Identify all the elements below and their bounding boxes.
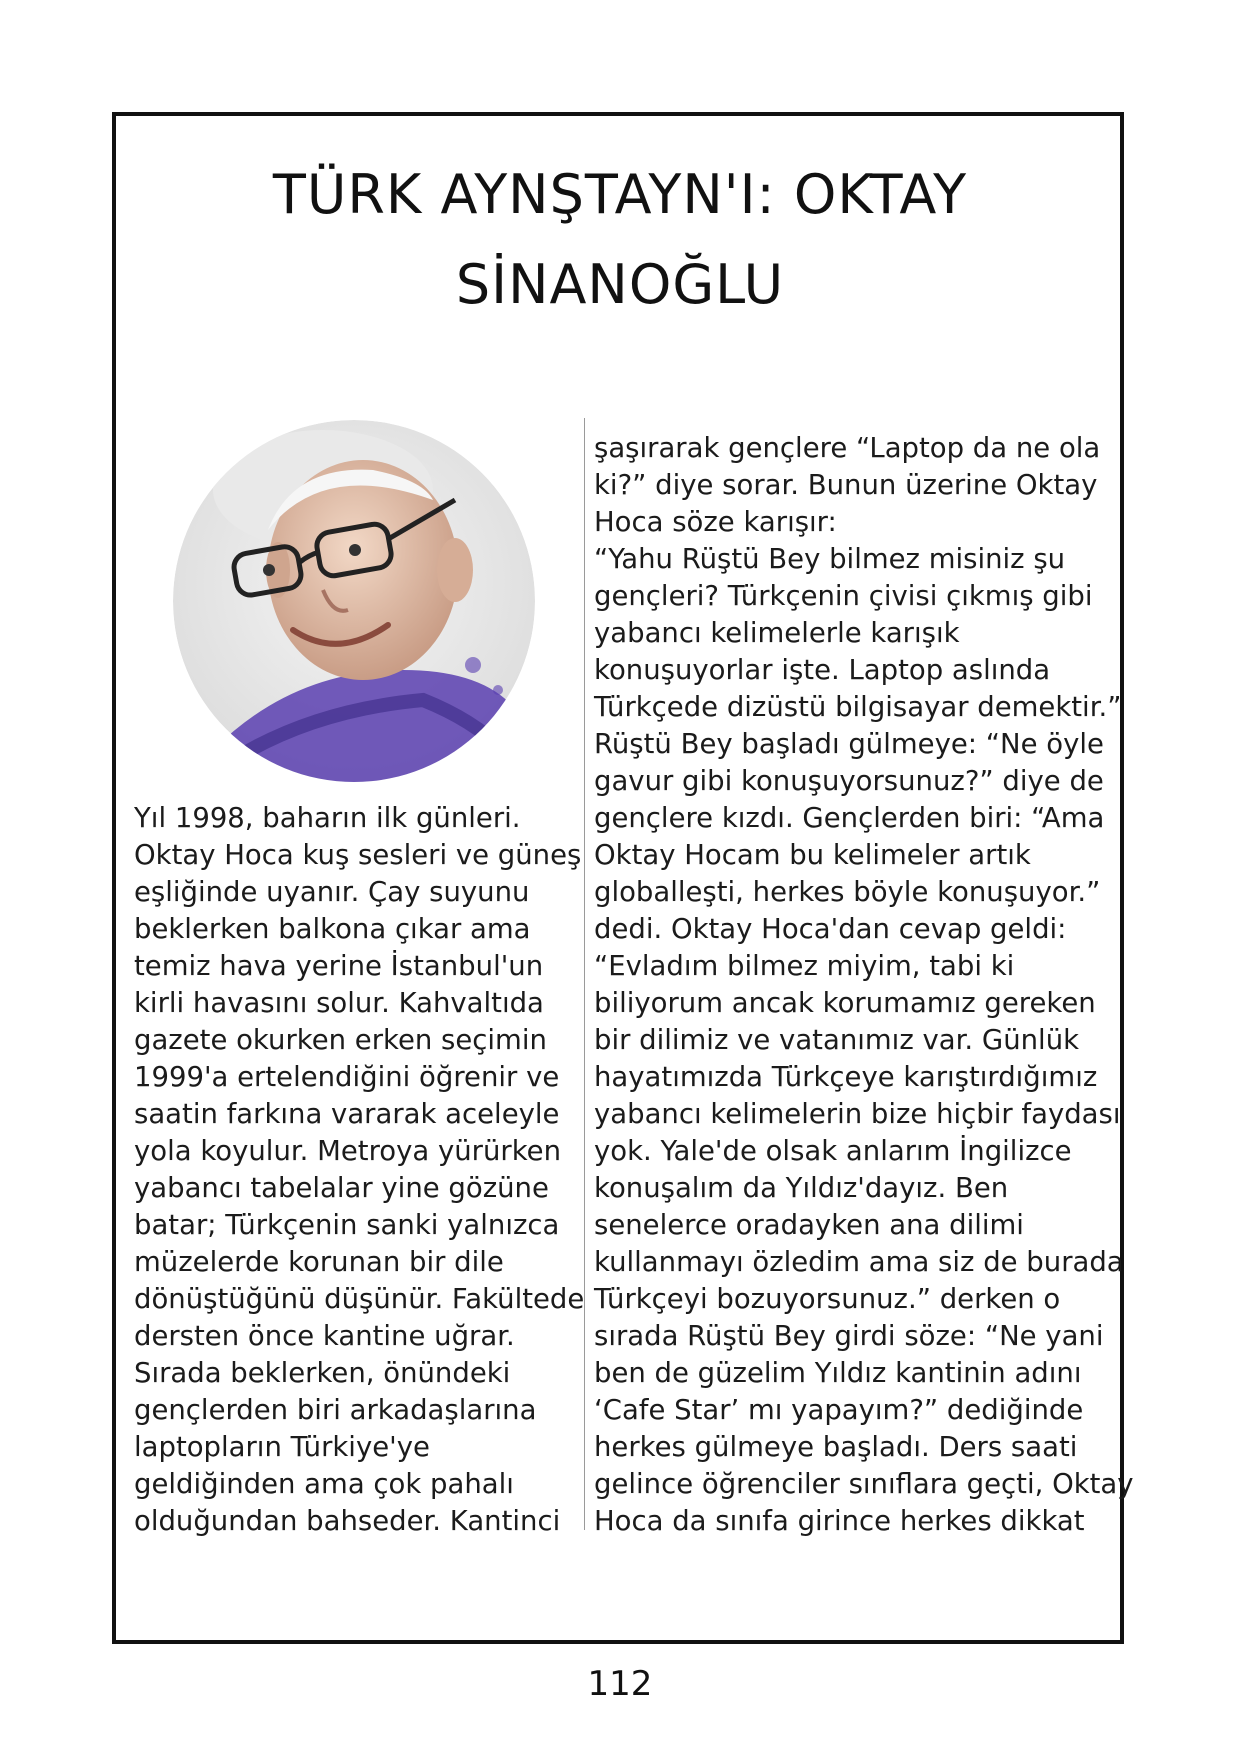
right-line: Hoca söze karışır:: [594, 506, 837, 538]
left-line: temiz hava yerine İstanbul'un: [134, 950, 544, 982]
right-line: “Evladım bilmez miyim, tabi ki: [594, 950, 1015, 982]
left-line: Oktay Hoca kuş sesleri ve güneş: [134, 839, 582, 871]
left-line: kirli havasını solur. Kahvaltıda: [134, 987, 544, 1019]
left-line: gazete okurken erken seçimin: [134, 1024, 547, 1056]
left-line: eşliğinde uyanır. Çay suyunu: [134, 876, 530, 908]
right-line: sırada Rüştü Bey girdi söze: “Ne yani: [594, 1320, 1104, 1352]
right-line: ben de güzelim Yıldız kantinin adını: [594, 1357, 1082, 1389]
right-line: konuşuyorlar işte. Laptop aslında: [594, 654, 1051, 686]
portrait-illustration: [173, 420, 535, 782]
right-line: gençleri? Türkçenin çivisi çıkmış gibi: [594, 580, 1093, 612]
left-line: Sırada beklerken, önündeki: [134, 1357, 511, 1389]
right-line: ki?” diye sorar. Bunun üzerine Oktay: [594, 469, 1098, 501]
left-line: müzelerde korunan bir dile: [134, 1246, 504, 1278]
title-line-2: SİNANOĞLU: [455, 253, 785, 316]
right-line: dedi. Oktay Hoca'dan cevap geldi:: [594, 913, 1067, 945]
right-line: hayatımızda Türkçeye karıştırdığımız: [594, 1061, 1098, 1093]
left-line: dersten önce kantine uğrar.: [134, 1320, 515, 1352]
right-line: kullanmayı özledim ama siz de burada: [594, 1246, 1124, 1278]
portrait-icon: [173, 420, 535, 782]
right-line: yok. Yale'de olsak anlarım İngilizce: [594, 1135, 1072, 1167]
right-line: ‘Cafe Star’ mı yapayım?” dediğinde: [594, 1394, 1084, 1426]
right-line: bir dilimiz ve vatanımız var. Günlük: [594, 1024, 1080, 1056]
right-line: konuşalım da Yıldız'dayız. Ben: [594, 1172, 1009, 1204]
left-line: saatin farkına vararak aceleyle: [134, 1098, 560, 1130]
left-line: laptopların Türkiye'ye: [134, 1431, 430, 1463]
right-line: Türkçede dizüstü bilgisayar demektir.”: [594, 691, 1122, 723]
right-line: “Yahu Rüştü Bey bilmez misiniz şu: [594, 543, 1066, 575]
left-line: beklerken balkona çıkar ama: [134, 913, 531, 945]
right-line: biliyorum ancak korumamız gereken: [594, 987, 1096, 1019]
right-line: Türkçeyi bozuyorsunuz.” derken o: [594, 1283, 1061, 1315]
column-divider: [584, 418, 585, 1530]
left-line: yola koyulur. Metroya yürürken: [134, 1135, 562, 1167]
left-line: batar; Türkçenin sanki yalnızca: [134, 1209, 560, 1241]
left-column-text: [134, 800, 585, 1540]
left-line: 1999'a ertelendiğini öğrenir ve: [134, 1061, 560, 1093]
title-line-1: TÜRK AYNŞTAYN'I: OKTAY: [272, 163, 968, 226]
right-line: herkes gülmeye başladı. Ders saati: [594, 1431, 1078, 1463]
right-line: Hoca da sınıfa girince herkes dikkat: [594, 1505, 1085, 1537]
right-line: Rüştü Bey başladı gülmeye: “Ne öyle: [594, 728, 1104, 760]
right-line: yabancı kelimelerin bize hiçbir faydası: [594, 1098, 1121, 1130]
right-column-text: [594, 430, 1134, 1540]
right-line: şaşırarak gençlere “Laptop da ne ola: [594, 432, 1101, 464]
left-line: yabancı tabelalar yine gözüne: [134, 1172, 549, 1204]
left-line: Yıl 1998, baharın ilk günleri.: [134, 802, 521, 834]
right-line: Oktay Hocam bu kelimeler artık: [594, 839, 1031, 871]
right-line: senelerce oradayken ana dilimi: [594, 1209, 1024, 1241]
right-line: yabancı kelimelerle karışık: [594, 617, 960, 649]
right-line: globalleşti, herkes böyle konuşuyor.”: [594, 876, 1101, 908]
right-line: gavur gibi konuşuyorsunuz?” diye de: [594, 765, 1104, 797]
page-number: 112: [587, 1664, 653, 1704]
page-title: [120, 150, 1120, 330]
left-line: olduğundan bahseder. Kantinci: [134, 1505, 561, 1537]
left-line: gençlerden biri arkadaşlarına: [134, 1394, 537, 1426]
right-line: gelince öğrenciler sınıflara geçti, Oktay: [594, 1468, 1134, 1500]
left-line: dönüştüğünü düşünür. Fakültede: [134, 1283, 585, 1315]
left-line: geldiğinden ama çok pahalı: [134, 1468, 514, 1500]
right-line: gençlere kızdı. Gençlerden biri: “Ama: [594, 802, 1105, 834]
